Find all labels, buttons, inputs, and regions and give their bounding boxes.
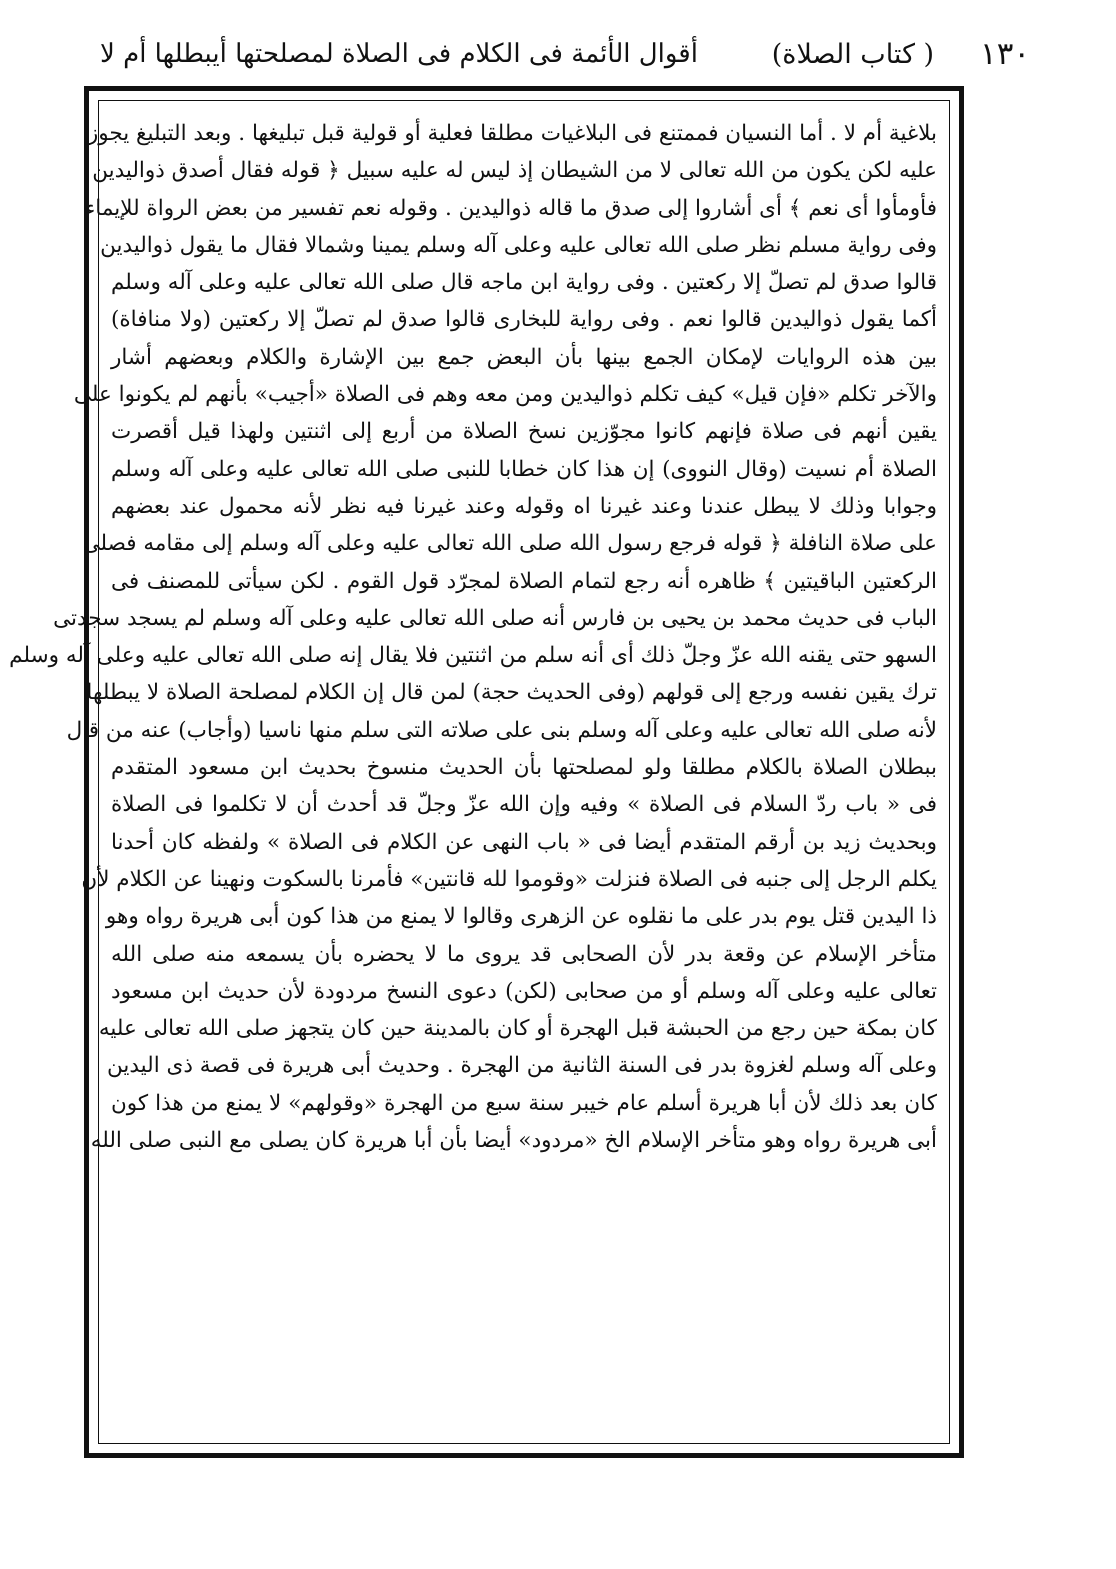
text-line: بلاغية أم لا . أما النسيان فممتنع فى البلاغيات مطلقا فعلية أو قولية قبل تبليغها . وبعد التبليغ يجوز <box>87 121 937 146</box>
text-line: فأومأوا أى نعم ﴾ أى أشاروا إلى صدق ما قاله ذواليدين . وقوله نعم تفسير من بعض الرواة للإيماء <box>85 195 937 221</box>
text-line: عليه لكن يكون من الله تعالى لا من الشيطان إذ ليس له عليه سبيل ﴿ قوله فقال أصدق ذواليدين <box>92 158 937 184</box>
text-line: ذا اليدين قتل يوم بدر على ما نقلوه عن الزهرى وقالوا لا يمنع من هذا كون أبى هريرة رواه وهو <box>105 904 937 930</box>
text-line: أبى هريرة رواه وهو متأخر الإسلام الخ «مردود» أيضا بأن أبا هريرة كان يصلى مع النبى صلى الله <box>90 1128 937 1154</box>
text-line: فى « باب ردّ السلام فى الصلاة » وفيه وإن الله عزّ وجلّ قد أحدث أن لا تكلموا فى الصلاة <box>111 792 937 818</box>
text-line: يقين أنهم فى صلاة فإنهم كانوا مجوّزين نسخ الصلاة من أربع إلى اثنتين ولهذا قيل أقصرت <box>111 419 937 445</box>
text-line: تعالى عليه وعلى آله وسلم أو من صحابى (لكن) دعوى النسخ مردودة لأن حديث ابن مسعود <box>111 978 937 1004</box>
header-left-group <box>772 36 1030 72</box>
text-line: وفى رواية مسلم نظر صلى الله تعالى عليه وعلى آله وسلم يمينا وشمالا فقال ما يقول ذواليدين <box>100 232 937 258</box>
page-header <box>100 28 1030 80</box>
text-line: على صلاة النافلة ﴿ قوله فرجع رسول الله صلى الله تعالى عليه وعلى آله وسلم إلى مقامه فصلى <box>82 531 937 557</box>
text-line: ترك يقين نفسه ورجع إلى قولهم (وفى الحديث حجة) لمن قال إن الكلام لمصلحة الصلاة لا يبطلها <box>86 680 937 706</box>
page-number: ١٣٠ <box>980 36 1030 72</box>
text-line: وبحديث زيد بن أرقم المتقدم أيضا فى « باب النهى عن الكلام فى الصلاة » ولفظه كان أحدنا <box>111 829 937 855</box>
text-line: الباب فى حديث محمد بن يحيى بن فارس أنه صلى الله تعالى عليه وعلى آله وسلم لم يسجد سجدتى <box>53 605 937 631</box>
text-line: السهو حتى يقنه الله عزّ وجلّ ذلك أى أنه سلم من اثنتين فلا يقال إنه صلى الله تعالى عليه وعلى آله وسلم <box>9 643 937 669</box>
text-line: الركعتين الباقيتين ﴾ ظاهره أنه رجع لتمام الصلاة لمجرّد قول القوم . لكن سيأتى للمصنف فى <box>111 568 937 594</box>
text-line: كان بعد ذلك لأن أبا هريرة أسلم عام خيبر سنة سبع من الهجرة «وقولهم» لا يمنع من هذا كون <box>111 1090 937 1116</box>
text-frame <box>9 86 964 1458</box>
chapter-title: أقوال الأئمة فى الكلام فى الصلاة لمصلحتها أيبطلها أم لا <box>100 39 698 69</box>
body-text <box>9 115 937 1435</box>
text-line: وجوابا وذلك لا يبطل عندنا وعند غيرنا اه وقوله وعند غيرنا فيه نظر لأنه محمول عند بعضهم <box>111 493 937 519</box>
text-line: قالوا صدق لم تصلّ إلا ركعتين . وفى رواية ابن ماجه قال صلى الله تعالى عليه وعلى آله وسلم <box>111 270 937 296</box>
text-line: الصلاة أم نسيت (وقال النووى) إن هذا كان خطابا للنبى صلى الله تعالى عليه وعلى آله وسلم <box>111 456 937 482</box>
book-title: ( كتاب الصلاة) <box>771 38 935 70</box>
text-line: يكلم الرجل إلى جنبه فى الصلاة فنزلت «وقوموا لله قانتين» فأمرنا بالسكوت ونهينا عن الكلام لأن <box>81 866 937 892</box>
text-line: أكما يقول ذواليدين قالوا نعم . وفى رواية للبخارى قالوا صدق لم تصلّ إلا ركعتين (ولا منافاة) <box>111 307 937 333</box>
text-line: كان بمكة حين رجع من الحبشة قبل الهجرة أو كان بالمدينة حين كان يتجهز صلى الله تعالى عليه <box>98 1016 937 1042</box>
text-frame-inner <box>9 100 950 1444</box>
text-line: بين هذه الروايات لإمكان الجمع بينها بأن البعض جمع بين الإشارة والكلام وبعضهم أشار <box>111 344 937 370</box>
text-line: ببطلان الصلاة بالكلام مطلقا ولو لمصلحتها بأن الحديث منسوخ بحديث ابن مسعود المتقدم <box>111 755 937 781</box>
text-line: متأخر الإسلام عن وقعة بدر لأن الصحابى قد يروى ما لا يحضره بأن يسمعه منه صلى الله <box>111 941 937 967</box>
text-line: والآخر تكلم «فإن قيل» كيف تكلم ذواليدين ومن معه وهم فى الصلاة «أجيب» بأنهم لم يكونوا على <box>73 382 937 408</box>
text-line: وعلى آله وسلم لغزوة بدر فى السنة الثانية من الهجرة . وحديث أبى هريرة فى قصة ذى اليدين <box>107 1053 937 1079</box>
text-line: لأنه صلى الله تعالى عليه وعلى آله وسلم بنى على صلاته التى سلم منها ناسيا (وأجاب) عنه من قال <box>66 717 937 743</box>
